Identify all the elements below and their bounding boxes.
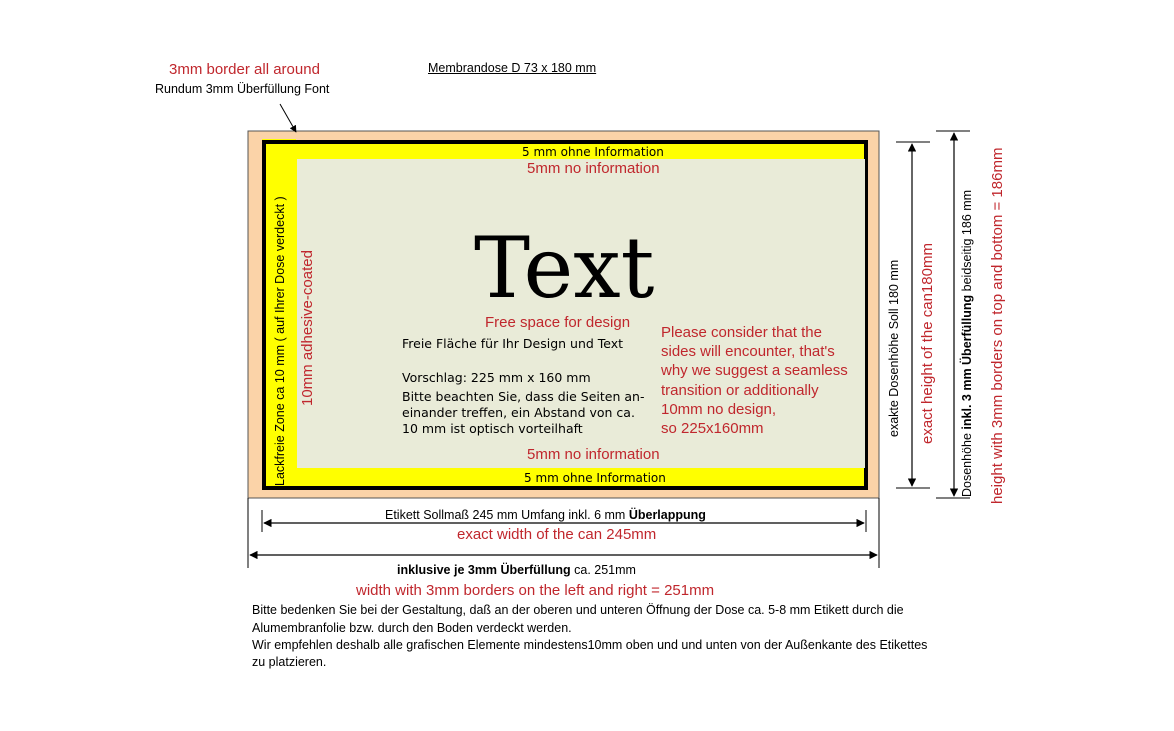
height-total-de-part-a: Dosenhöhe [960, 429, 974, 497]
width-total-en: width with 3mm borders on the left and right = 251mm [356, 582, 715, 599]
bottom-band-en: 5mm no information [527, 446, 660, 463]
top-band-de: 5 mm ohne Information [522, 145, 664, 159]
note-en-6: so 225x160mm [661, 420, 764, 437]
free-space-en: Free space for design [485, 314, 631, 331]
width-total-de [397, 563, 636, 577]
left-zone-en: 10mm adhesive-coated [299, 250, 316, 406]
sample-text: Text [474, 219, 655, 317]
height-total-de [960, 190, 974, 497]
width-label-en: exact width of the can 245mm [457, 526, 657, 543]
height-total-de-part-c: beidseitig 186 mm [960, 189, 974, 295]
width-label-de-part-a: Etikett Sollmaß 245 mm Umfang inkl. 6 mm [385, 508, 629, 522]
note-en-5: 10mm no design, [661, 401, 777, 418]
diagram-title: Membrandose D 73 x 180 mm [428, 61, 597, 75]
border-note-de: Rundum 3mm Überfüllung Font [155, 82, 330, 96]
height-exact-en: exact height of the can180mm [919, 243, 936, 444]
height-total-en: height with 3mm borders on top and bottom = 186mm [989, 147, 1006, 504]
free-space-de: Freie Fläche für Ihr Design und Text [402, 336, 624, 351]
note-de-3: 10 mm ist optisch vorteilhaft [402, 421, 583, 436]
note-de-2: einander treffen, ein Abstand von ca. [402, 405, 635, 420]
width-label-de [385, 508, 706, 522]
note-en-2: sides will encounter, that's [661, 343, 835, 360]
note-en-1: Please consider that the [661, 324, 822, 341]
width-label-de-part-b: Überlappung [628, 508, 706, 522]
left-zone-de: Lackfreie Zone ca 10 mm ( auf Ihrer Dose verdeckt ) [273, 196, 287, 486]
footer-line-3: Wir empfehlen deshalb alle grafischen Elemente mindestens10mm oben und und unten von der Außenkante des Etikettes [252, 638, 928, 652]
suggestion-de: Vorschlag: 225 mm x 160 mm [402, 370, 591, 385]
bottom-band-de: 5 mm ohne Information [524, 471, 666, 485]
top-band-en: 5mm no information [527, 160, 660, 177]
footer-line-2: Alumembranfolie bzw. durch den Boden verdeckt werden. [252, 621, 572, 635]
note-de-1: Bitte beachten Sie, dass die Seiten an- [402, 389, 645, 404]
height-exact-de: exakte Dosenhöhe Soll 180 mm [887, 259, 901, 437]
width-total-de-part-b: ca. 251mm [570, 563, 636, 577]
note-en-3: why we suggest a seamless [661, 362, 848, 379]
height-total-de-part-b: inkl. 3 mm Überfüllung [960, 294, 974, 430]
border-note-en: 3mm border all around [169, 61, 320, 78]
border-leader-arrow [280, 104, 296, 132]
note-en-4: transition or additionally [661, 382, 819, 399]
footer-line-1: Bitte bedenken Sie bei der Gestaltung, daß an der oberen und unteren Öffnung der Dose ca. 5-8 mm Etikett durch die [252, 603, 904, 617]
footer-line-4: zu platzieren. [252, 655, 327, 669]
width-total-de-part-a: inklusive je 3mm Überfüllung [397, 563, 571, 577]
